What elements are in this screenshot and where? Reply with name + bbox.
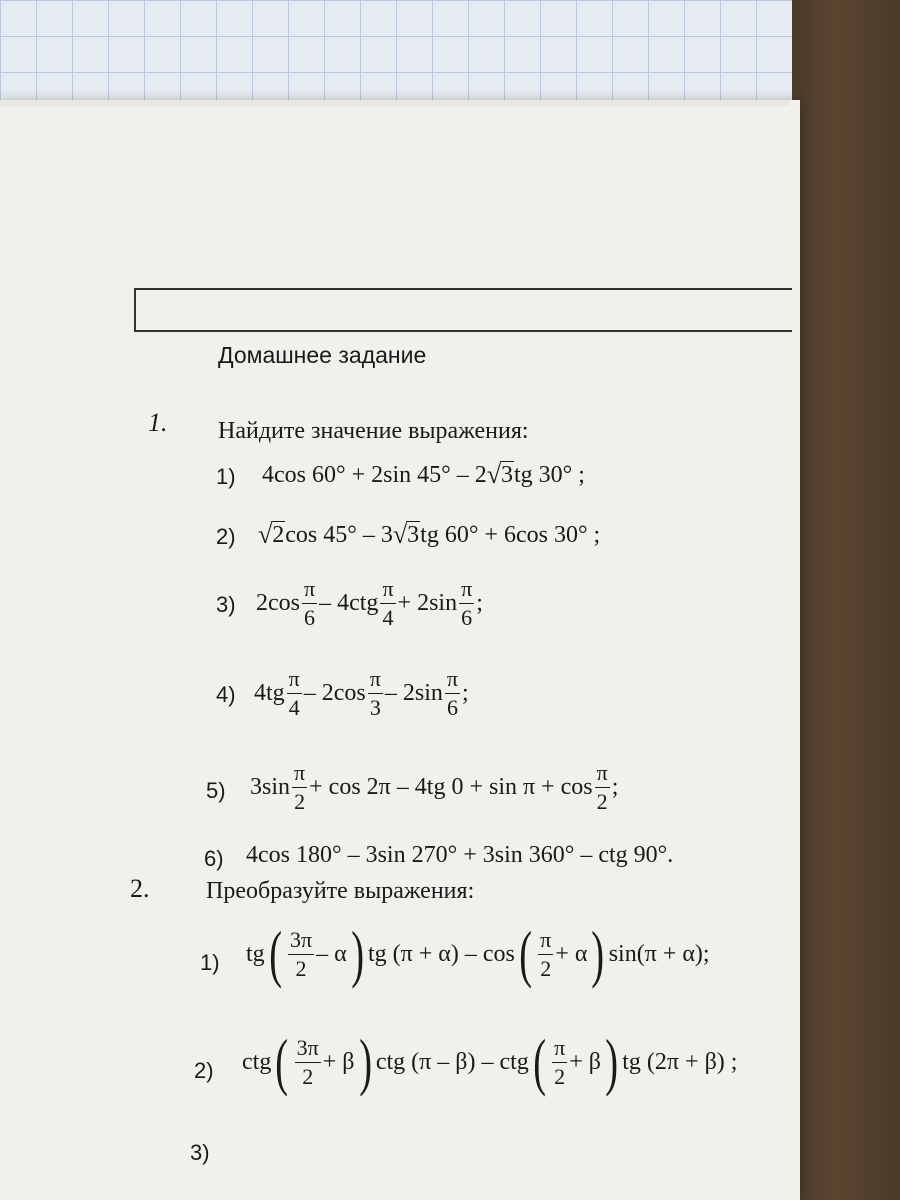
task-1-item-5-label: 5) (206, 778, 226, 803)
numerator: π (368, 668, 383, 694)
expr-text: – 2cos (303, 680, 366, 706)
numerator: π (552, 1037, 567, 1063)
right-paren: ) (358, 1026, 372, 1097)
numerator: π (380, 578, 395, 604)
denominator: 6 (304, 605, 316, 630)
radicand: 2 (272, 522, 285, 549)
expr-text: 4cos 60° + 2sin 45° – 2 (262, 461, 487, 488)
denominator: 4 (382, 605, 394, 630)
square-root: √ 3 (392, 520, 420, 549)
expr-text: tg 60° + 6cos 30° ; (420, 521, 601, 548)
task-1-item-6-label: 6) (204, 846, 224, 871)
expr-text: + β (569, 1048, 601, 1075)
expr-text: + 2sin (397, 590, 458, 616)
task-2-expression-1 (246, 918, 710, 989)
task-2-expression-2 (242, 1026, 738, 1097)
square-root: √ 2 (258, 520, 285, 549)
task-1-item-1-label: 1) (216, 464, 236, 489)
task-1-expression-4 (254, 668, 469, 719)
denominator: 3 (369, 695, 381, 720)
expr-text: tg (2π + β) ; (622, 1048, 738, 1075)
right-paren: ) (605, 1026, 618, 1097)
task-2-number: 2. (130, 874, 150, 903)
fraction (459, 578, 474, 629)
denominator: 4 (288, 695, 300, 720)
numerator: 3π (288, 929, 314, 955)
expr-text: – α (316, 940, 347, 967)
expr-text: – 2sin (384, 680, 443, 706)
task-1-heading: Найдите значение выражения: (218, 418, 529, 444)
denominator: 2 (302, 1063, 314, 1089)
page-title: Домашнее задание (218, 342, 427, 368)
fraction (368, 668, 383, 719)
expr-text: cos 45° – 3 (285, 521, 393, 548)
task-2-item-3-label: 3) (190, 1140, 210, 1165)
left-paren: ( (268, 918, 282, 989)
right-paren: ) (591, 918, 605, 989)
denominator: 2 (596, 789, 608, 814)
expr-text: sin(π + α); (608, 940, 710, 967)
expr-text: tg (π + α) – cos (367, 940, 515, 967)
fraction (380, 578, 395, 629)
expr-text: 3sin (250, 774, 291, 800)
right-paren: ) (350, 918, 364, 989)
left-paren: ( (519, 918, 532, 989)
fraction (288, 926, 314, 981)
denominator: 2 (294, 789, 306, 814)
expr-text: – 4ctg (319, 590, 379, 616)
expr-text: + α (555, 940, 588, 967)
expr-text: 4tg (254, 680, 285, 706)
task-2-item-1-label: 1) (200, 950, 220, 975)
fraction (445, 668, 460, 719)
task-1-expression-5 (250, 762, 618, 813)
fraction (302, 578, 317, 629)
denominator: 6 (461, 605, 473, 630)
task-1-expression-3 (256, 578, 483, 629)
task-2-item-2-label: 2) (194, 1058, 214, 1083)
expr-text: ; (462, 680, 469, 706)
radicand: 3 (407, 522, 420, 549)
square-root: √ 3 (486, 460, 514, 489)
numerator: π (538, 929, 553, 955)
numerator: π (292, 762, 307, 788)
expr-text: ; (476, 590, 483, 616)
task-1-expression-6: 4cos 180° – 3sin 270° + 3sin 360° – ctg 90°. (246, 842, 674, 868)
fraction (295, 1034, 321, 1089)
expr-text: tg 30° ; (514, 461, 585, 488)
denominator: 6 (446, 695, 458, 720)
task-1-expression-2 (258, 520, 600, 550)
numerator: π (445, 668, 460, 694)
denominator: 2 (295, 955, 307, 981)
fraction (287, 668, 302, 719)
expr-text: + cos 2π – 4tg 0 + sin π + cos (309, 774, 593, 800)
task-1-expression-1 (262, 460, 585, 490)
numerator: π (595, 762, 610, 788)
numerator: 3π (295, 1037, 321, 1063)
task-1-item-2-label: 2) (216, 524, 236, 549)
numerator: π (287, 668, 302, 694)
fraction (292, 762, 307, 813)
task-1-item-3-label: 3) (216, 592, 236, 617)
expr-text: ctg (242, 1048, 272, 1075)
expr-text: ; (611, 774, 619, 800)
expr-text: + β (322, 1048, 355, 1075)
fraction (538, 926, 553, 981)
left-paren: ( (275, 1026, 289, 1097)
radicand: 3 (501, 462, 514, 489)
wooden-table-edge (792, 0, 900, 1200)
fraction (552, 1034, 567, 1089)
task-1-number: 1. (148, 408, 168, 437)
left-paren: ( (533, 1026, 546, 1097)
expr-text: tg (246, 940, 265, 967)
task-1-item-4-label: 4) (216, 682, 236, 707)
expr-text: ctg (π – β) – ctg (375, 1048, 529, 1075)
fraction (595, 762, 610, 813)
numerator: π (459, 578, 474, 604)
task-2-heading: Преобразуйте выражения: (206, 878, 475, 904)
numerator: π (302, 578, 317, 604)
denominator: 2 (540, 955, 552, 981)
denominator: 2 (554, 1063, 566, 1089)
expr-text: 2cos (256, 590, 300, 616)
